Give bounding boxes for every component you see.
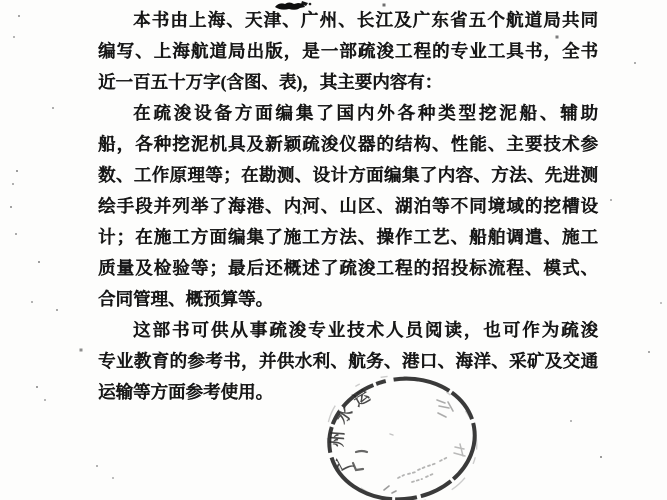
stamp-text: 广州水运 (329, 384, 379, 474)
scan-noise (0, 0, 2, 2)
ink-smudge-icon (272, 0, 314, 15)
text-line-8: 计；在施工方面编集了施工方法、操作工艺、船舶调遣、施工 (98, 227, 598, 247)
page-text (98, 5, 598, 408)
text-line-11: 这部书可供从事疏浚专业技术人员阅读，也可作为疏浚 (133, 320, 598, 340)
text-line-3: 近一百五十万字(含图、表)，其主要内容有： (98, 72, 443, 92)
text-line-2: 编写、上海航道局出版，是一部疏浚工程的专业工具书，全书 (98, 41, 598, 61)
text-line-5: 船，各种挖泥机具及新颖疏浚仪器的结构、性能、主要技术参 (98, 134, 598, 154)
text-line-7: 绘手段并列举了海港、内河、山区、湖泊等不同境域的挖槽设 (98, 196, 598, 216)
text-line-1: 本书由上海、天津、广州、长江及广东省五个航道局共同 (133, 10, 598, 30)
text-line-10: 合同管理、概预算等。 (98, 289, 273, 309)
text-line-9: 质量及检验等；最后还概述了疏浚工程的招投标流程、模式、 (98, 258, 598, 278)
text-line-4: 在疏浚设备方面编集了国内外各种类型挖泥船、辅助 (133, 103, 598, 123)
library-seal-stamp (320, 371, 490, 500)
stamp-smudges (353, 400, 465, 493)
text-line-6: 数、工作原理等；在勘测、设计方面编集了内容、方法、先进测 (98, 165, 598, 185)
text-line-13: 运输等方面参考使用。 (98, 382, 273, 402)
text-line-12: 专业教育的参考书，并供水利、航务、港口、海洋、采矿及交通 (98, 351, 598, 371)
